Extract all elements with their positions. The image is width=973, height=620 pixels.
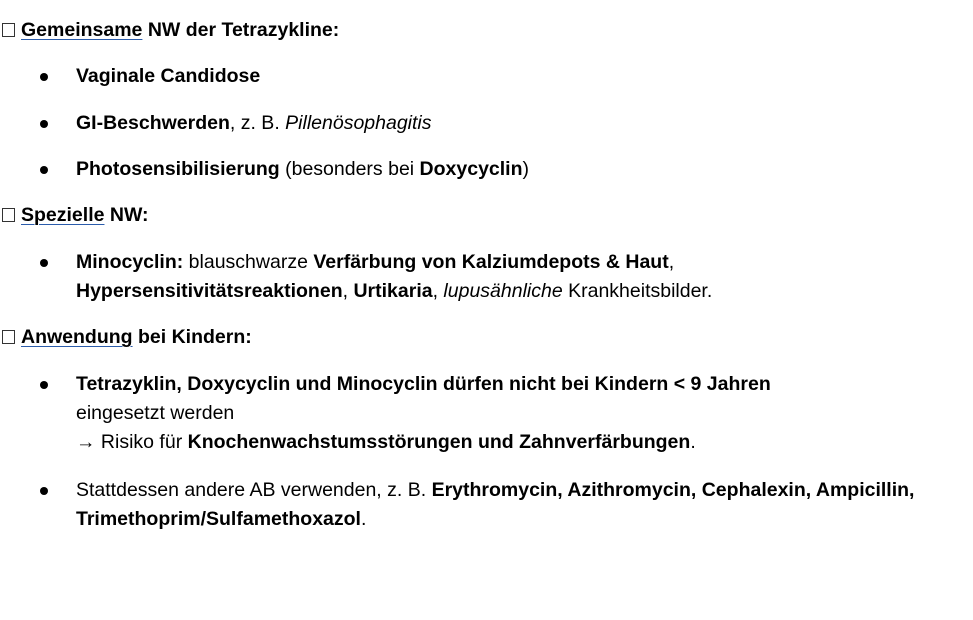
section-heading-special-side-effects xyxy=(2,201,149,230)
section-heading-common-side-effects xyxy=(2,16,339,45)
item-text: Tetrazyklin, Doxycyclin und Minocyclin dürfen nicht bei Kindern < 9 Jahren xyxy=(76,373,771,395)
item-text: → Risiko für xyxy=(76,431,188,453)
heading-text: NW: xyxy=(104,204,149,226)
item-text: eingesetzt werden xyxy=(76,402,235,424)
item-text: Verfärbung von Kalziumdepots & Haut xyxy=(313,251,669,273)
item-text: Pillenösophagitis xyxy=(285,112,432,134)
heading-text: bei Kindern: xyxy=(132,326,252,348)
list-item xyxy=(76,62,956,91)
list-item xyxy=(76,370,956,457)
item-text: Doxycyclin xyxy=(419,158,523,180)
heading-link-spezielle[interactable]: Spezielle xyxy=(21,204,105,226)
heading-text: NW der Tetrazykline: xyxy=(142,19,340,41)
item-text: , xyxy=(432,280,444,302)
item-text: Hypersensitivitätsreaktionen xyxy=(76,280,343,302)
item-text: lupusähnliche xyxy=(443,280,563,302)
item-text: . xyxy=(360,508,367,530)
item-text: blauschwarze xyxy=(183,251,314,273)
item-text: (besonders bei xyxy=(279,158,420,180)
item-text: , z. B. xyxy=(229,112,286,134)
list-item xyxy=(76,248,956,306)
bullet-icon xyxy=(40,120,48,128)
section-heading-children xyxy=(2,323,252,352)
item-text: Erythromycin, Azithromycin, Cephalexin, Ampicillin, Trimethoprim/Sulfamethoxazol xyxy=(76,479,915,530)
bullet-icon xyxy=(40,166,48,174)
list-item xyxy=(76,476,956,534)
item-text: GI-Beschwerden xyxy=(76,112,230,134)
item-text: Urtikaria xyxy=(353,280,433,302)
item-text: Photosensibilisierung xyxy=(76,158,280,180)
list-item xyxy=(76,155,956,184)
item-text: Vaginale Candidose xyxy=(76,65,261,87)
list-item xyxy=(76,109,956,138)
heading-link-anwendung[interactable]: Anwendung xyxy=(21,326,133,348)
document-icon xyxy=(2,330,15,344)
document-icon xyxy=(2,23,15,37)
item-text: , xyxy=(342,280,354,302)
item-text: Minocyclin: xyxy=(76,251,184,273)
bullet-icon xyxy=(40,487,48,495)
item-text: Knochenwachstumsstörungen und Zahnverfärbungen xyxy=(187,431,691,453)
bullet-icon xyxy=(40,73,48,81)
bullet-icon xyxy=(40,381,48,389)
document-icon xyxy=(2,208,15,222)
item-text: , xyxy=(668,251,675,273)
item-text: Stattdessen andere AB verwenden, z. B. xyxy=(76,479,432,501)
heading-link-gemeinsame[interactable]: Gemeinsame xyxy=(21,19,143,41)
item-text: . xyxy=(690,431,696,453)
item-text: ) xyxy=(522,158,530,180)
bullet-icon xyxy=(40,259,48,267)
item-text: Krankheitsbilder. xyxy=(562,280,713,302)
